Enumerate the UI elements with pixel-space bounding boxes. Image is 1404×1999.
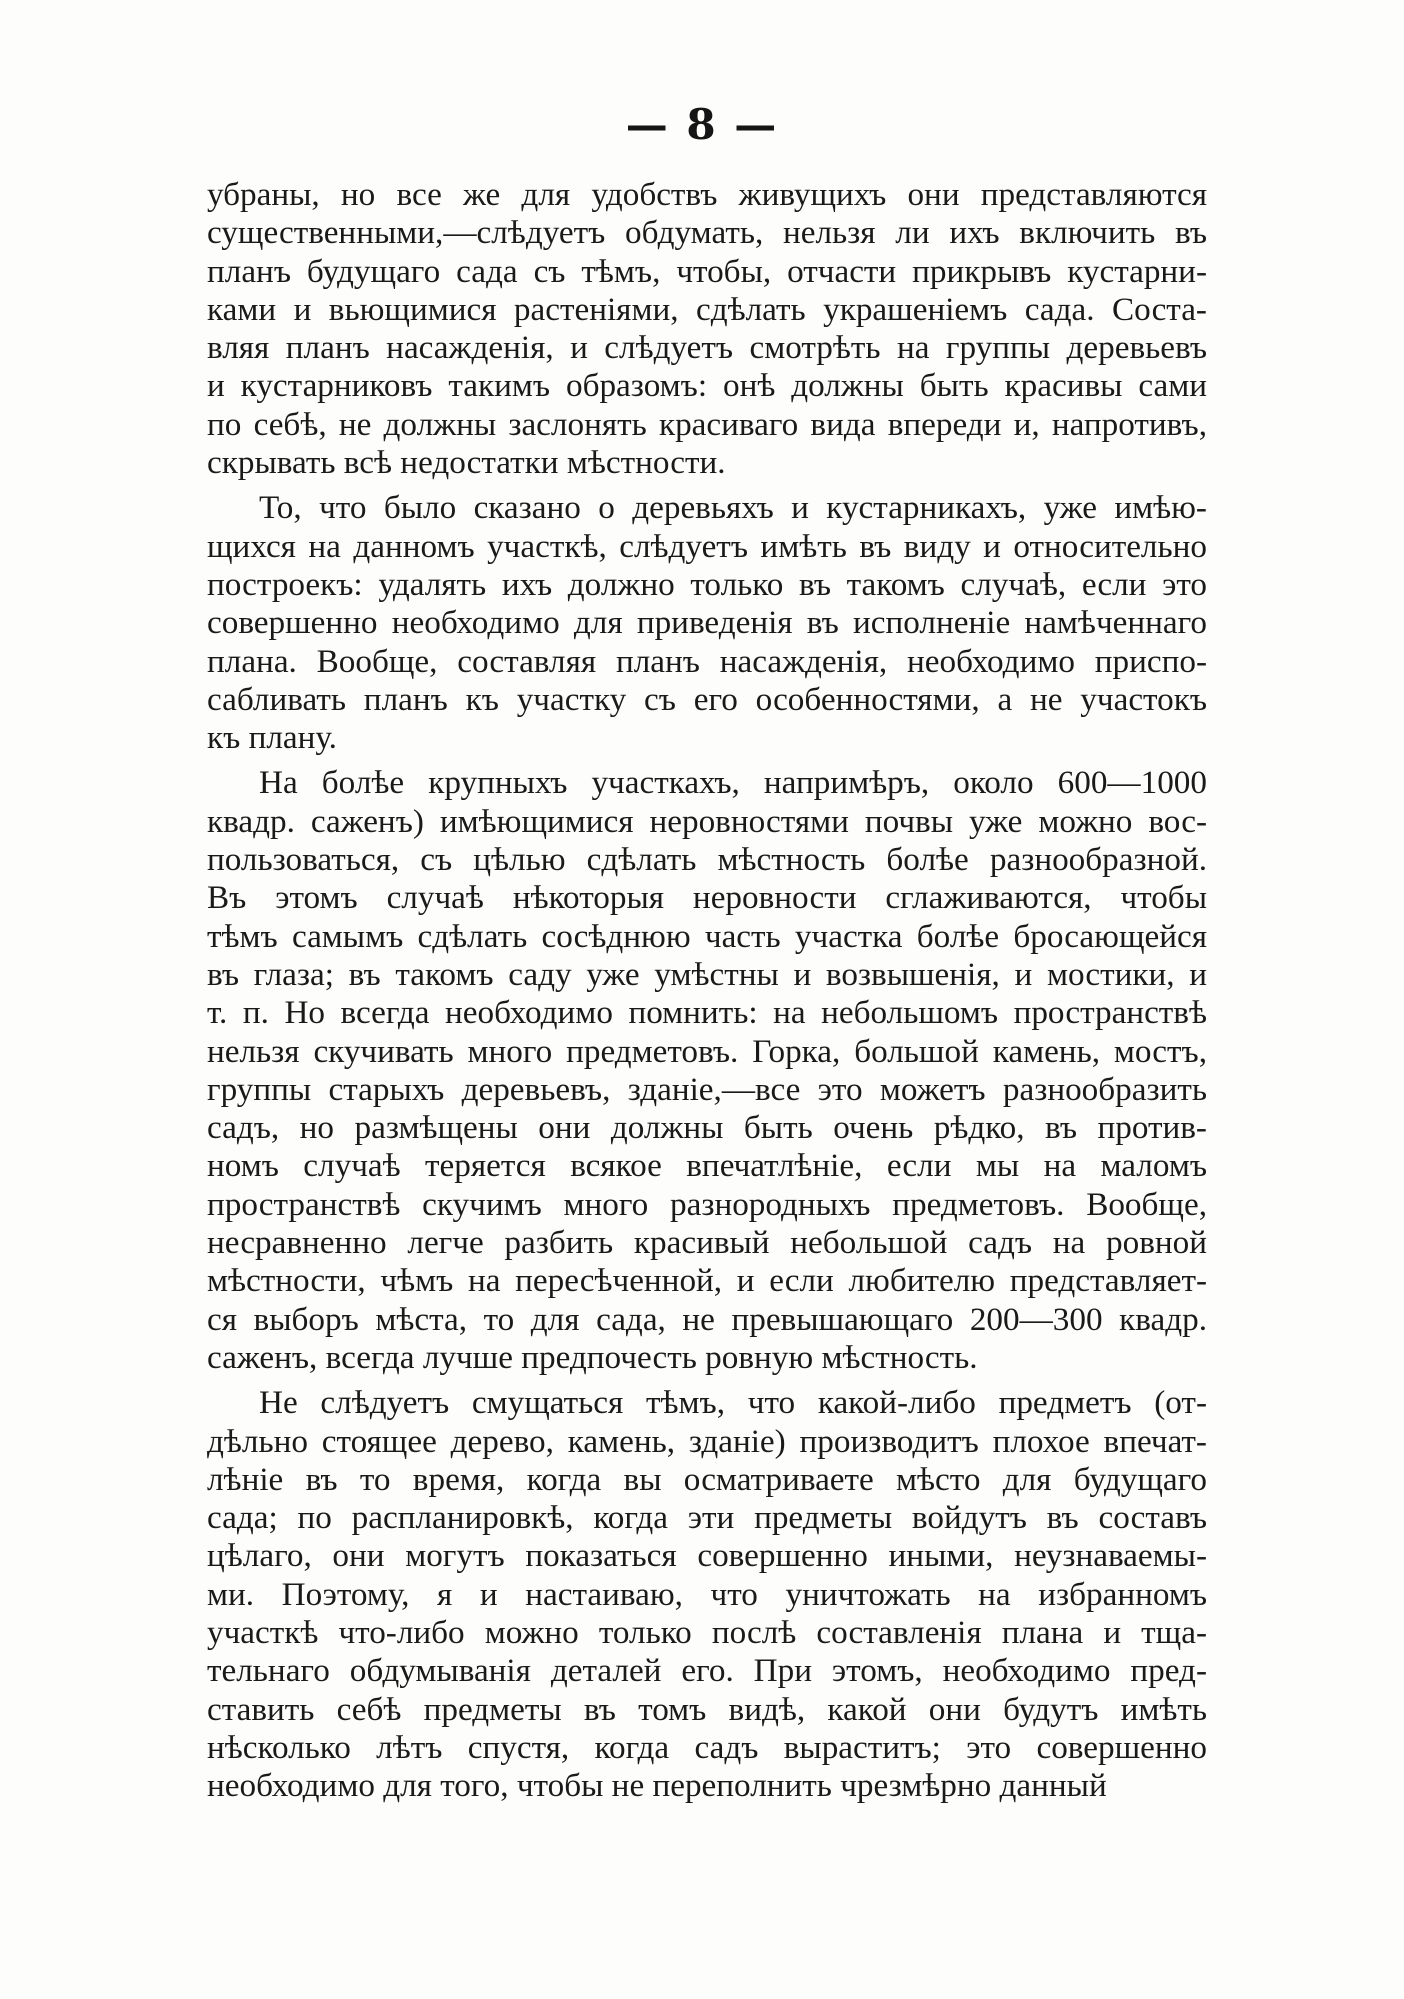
text-line: планъ будущаго сада съ тѣмъ, чтобы, отчасти прикрывъ кустарни- (207, 252, 1207, 290)
paragraph (207, 764, 1207, 1377)
text-line: группы старыхъ деревьевъ, зданіе,—все это можетъ разнообразить (207, 1070, 1207, 1108)
text-line: ми. Поэтому, я и настаиваю, что уничтожать на избранномъ (207, 1575, 1207, 1613)
text-line: Не слѣдуетъ смущаться тѣмъ, что какой-либо предметъ (от- (259, 1384, 1207, 1422)
text-line: въ глаза; въ такомъ саду уже умѣстны и возвышенія, и мостики, и (207, 955, 1207, 993)
text-line: построекъ: удалять ихъ должно только въ такомъ случаѣ, если это (207, 565, 1207, 603)
body-text (207, 176, 1207, 1805)
text-line: нельзя скучивать много предметовъ. Горка, большой камень, мостъ, (207, 1032, 1207, 1070)
text-line: совершенно необходимо для приведенія въ исполненіе намѣченнаго (207, 604, 1207, 642)
text-line: плана. Вообще, составляя планъ насажденія, необходимо приспо- (207, 642, 1207, 680)
page-number: — 8 — (625, 100, 779, 149)
text-line: На болѣе крупныхъ участкахъ, напримѣръ, около 600—1000 (259, 764, 1207, 802)
text-line: и кустарниковъ такимъ образомъ: онѣ должны быть красивы сами (207, 367, 1207, 405)
text-line: къ плану. (207, 719, 337, 757)
text-line: цѣлаго, они могутъ показаться совершенно иными, неузнаваемы- (207, 1537, 1207, 1575)
text-line: дѣльно стоящее дерево, камень, зданіе) производитъ плохое впечат- (207, 1422, 1207, 1460)
text-line: т. п. Но всегда необходимо помнить: на небольшомъ пространствѣ (207, 994, 1207, 1032)
text-line: существенными,—слѣдуетъ обдумать, нельзя ли ихъ включить въ (207, 214, 1207, 252)
text-line: номъ случаѣ теряется всякое впечатлѣніе, если мы на маломъ (207, 1147, 1207, 1185)
text-line: саженъ, всегда лучше предпочесть ровную мѣстность. (207, 1338, 978, 1376)
text-line: сада; по распланировкѣ, когда эти предметы войдутъ въ составъ (207, 1499, 1207, 1537)
paragraph (207, 489, 1207, 757)
text-line: ся выборъ мѣста, то для сада, не превышающаго 200—300 квадр. (207, 1300, 1207, 1338)
text-line: тѣмъ самымъ сдѣлать сосѣднюю часть участка болѣе бросающейся (207, 917, 1207, 955)
text-line: убраны, но все же для удобствъ живущихъ они представляются (207, 176, 1207, 213)
text-line: То, что было сказано о деревьяхъ и кустарникахъ, уже имѣю- (259, 489, 1207, 527)
text-line: тельнаго обдумыванія деталей его. При этомъ, необходимо пред- (207, 1652, 1207, 1690)
text-line: квадр. саженъ) имѣющимися неровностями почвы уже можно вос- (207, 802, 1207, 840)
text-line: нѣсколько лѣтъ спустя, когда садъ выраститъ; это совершенно (207, 1728, 1207, 1766)
text-line: по себѣ, не должны заслонять красиваго вида впереди и, напротивъ, (207, 405, 1207, 443)
paragraph (207, 1384, 1207, 1805)
text-line: садъ, но размѣщены они должны быть очень рѣдко, въ против- (207, 1109, 1207, 1147)
text-line: пользоваться, съ цѣлью сдѣлать мѣстность болѣе разнообразной. (207, 841, 1207, 879)
text-line: скрывать всѣ недостатки мѣстности. (207, 444, 726, 482)
text-line: сабливать планъ къ участку съ его особенностями, а не участокъ (207, 680, 1207, 718)
text-line: ками и вьющимися растеніями, сдѣлать украшеніемъ сада. Соста- (207, 290, 1207, 328)
text-line: несравненно легче разбить красивый небольшой садъ на ровной (207, 1224, 1207, 1262)
text-line: пространствѣ скучимъ много разнородныхъ предметовъ. Вообще, (207, 1185, 1207, 1223)
text-line: вляя планъ насажденія, и слѣдуетъ смотрѣть на группы деревьевъ (207, 329, 1207, 367)
text-line: мѣстности, чѣмъ на пересѣченной, и если любителю представляет- (207, 1262, 1207, 1300)
paragraph (207, 176, 1207, 482)
text-line: щихся на данномъ участкѣ, слѣдуетъ имѣть въ виду и относительно (207, 527, 1207, 565)
text-line: необходимо для того, чтобы не переполнить чрезмѣрно данный (207, 1767, 1107, 1805)
text-line: Въ этомъ случаѣ нѣкоторыя неровности сглаживаются, чтобы (207, 879, 1207, 917)
text-line: ставить себѣ предметы въ томъ видѣ, какой они будутъ имѣть (207, 1690, 1207, 1728)
text-line: лѣніе въ то время, когда вы осматриваете мѣсто для будущаго (207, 1460, 1207, 1498)
text-line: участкѣ что-либо можно только послѣ составленія плана и тща- (207, 1613, 1207, 1651)
